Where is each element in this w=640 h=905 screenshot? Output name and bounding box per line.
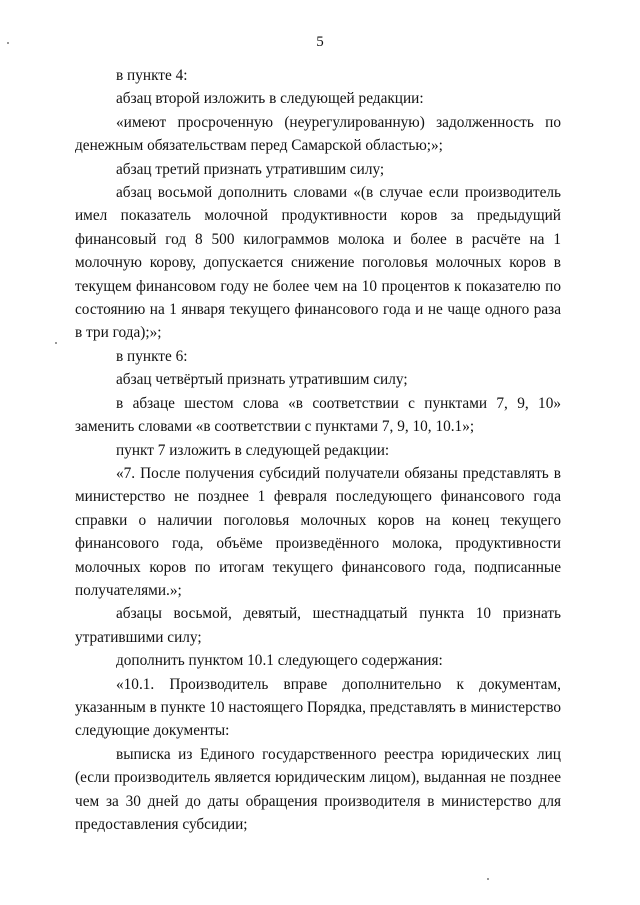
paragraph: абзац четвёртый признать утратившим силу; (116, 371, 408, 389)
paragraph: пункт 7 изложить в следующей редакции: (116, 441, 390, 459)
paragraph: абзац второй изложить в следующей редакции: (116, 90, 424, 108)
paragraph: «10.1. Производитель вправе дополнительно к документам, указанным в пункте 10 настоящего Порядка, представлять в министерство следующие документы: (75, 675, 561, 740)
paragraph: «7. После получения субсидий получатели обязаны представлять в министерство не позднее 1 февраля последующего финансового года справки о наличии поголовья молочных коров на конец текущего финансового года, объёме произведённого молока, продуктивности молочных коров по итогам текущего финансового года, подписанные получателями.»; (75, 464, 561, 599)
page-number: 5 (316, 34, 324, 50)
paragraph: «имеют просроченную (неурегулированную) задолженность по денежным обязательствам перед Самарской областью;»; (75, 113, 561, 155)
paragraph: дополнить пунктом 10.1 следующего содержания: (116, 652, 443, 670)
paragraph: в пункте 4: (116, 67, 188, 84)
paragraph: в абзаце шестом слова «в соответствии с пунктами 7, 9, 10» заменить словами «в соответствии с пунктами 7, 9, 10, 10.1»; (75, 394, 561, 436)
paragraph: абзац третий признать утратившим силу; (116, 160, 385, 178)
paragraph: выписка из Единого государственного реестра юридических лиц (если производитель является юридическим лицом), выданная не позднее чем за 30 дней до даты обращения производителя в министерство для предоставления субсидии; (75, 745, 561, 833)
scan-speck (487, 878, 489, 880)
paragraph: абзацы восьмой, девятый, шестнадцатый пункта 10 признать утратившими силу; (75, 605, 561, 646)
document-body (75, 64, 561, 836)
scan-speck (55, 342, 57, 344)
paragraph: абзац восьмой дополнить словами «(в случае если производитель имел показатель молочной продуктивности коров за предыдущий финансовый год 8 500 килограммов молока и более в расчёте на 1 молочную корову, допускается снижение поголовья молочных коров в текущем финансовом году не более чем на 10 процентов к показателю по состоянию на 1 января текущего финансового года и не чаще одного раза в три года);»; (75, 184, 561, 342)
paragraph: в пункте 6: (116, 347, 188, 365)
